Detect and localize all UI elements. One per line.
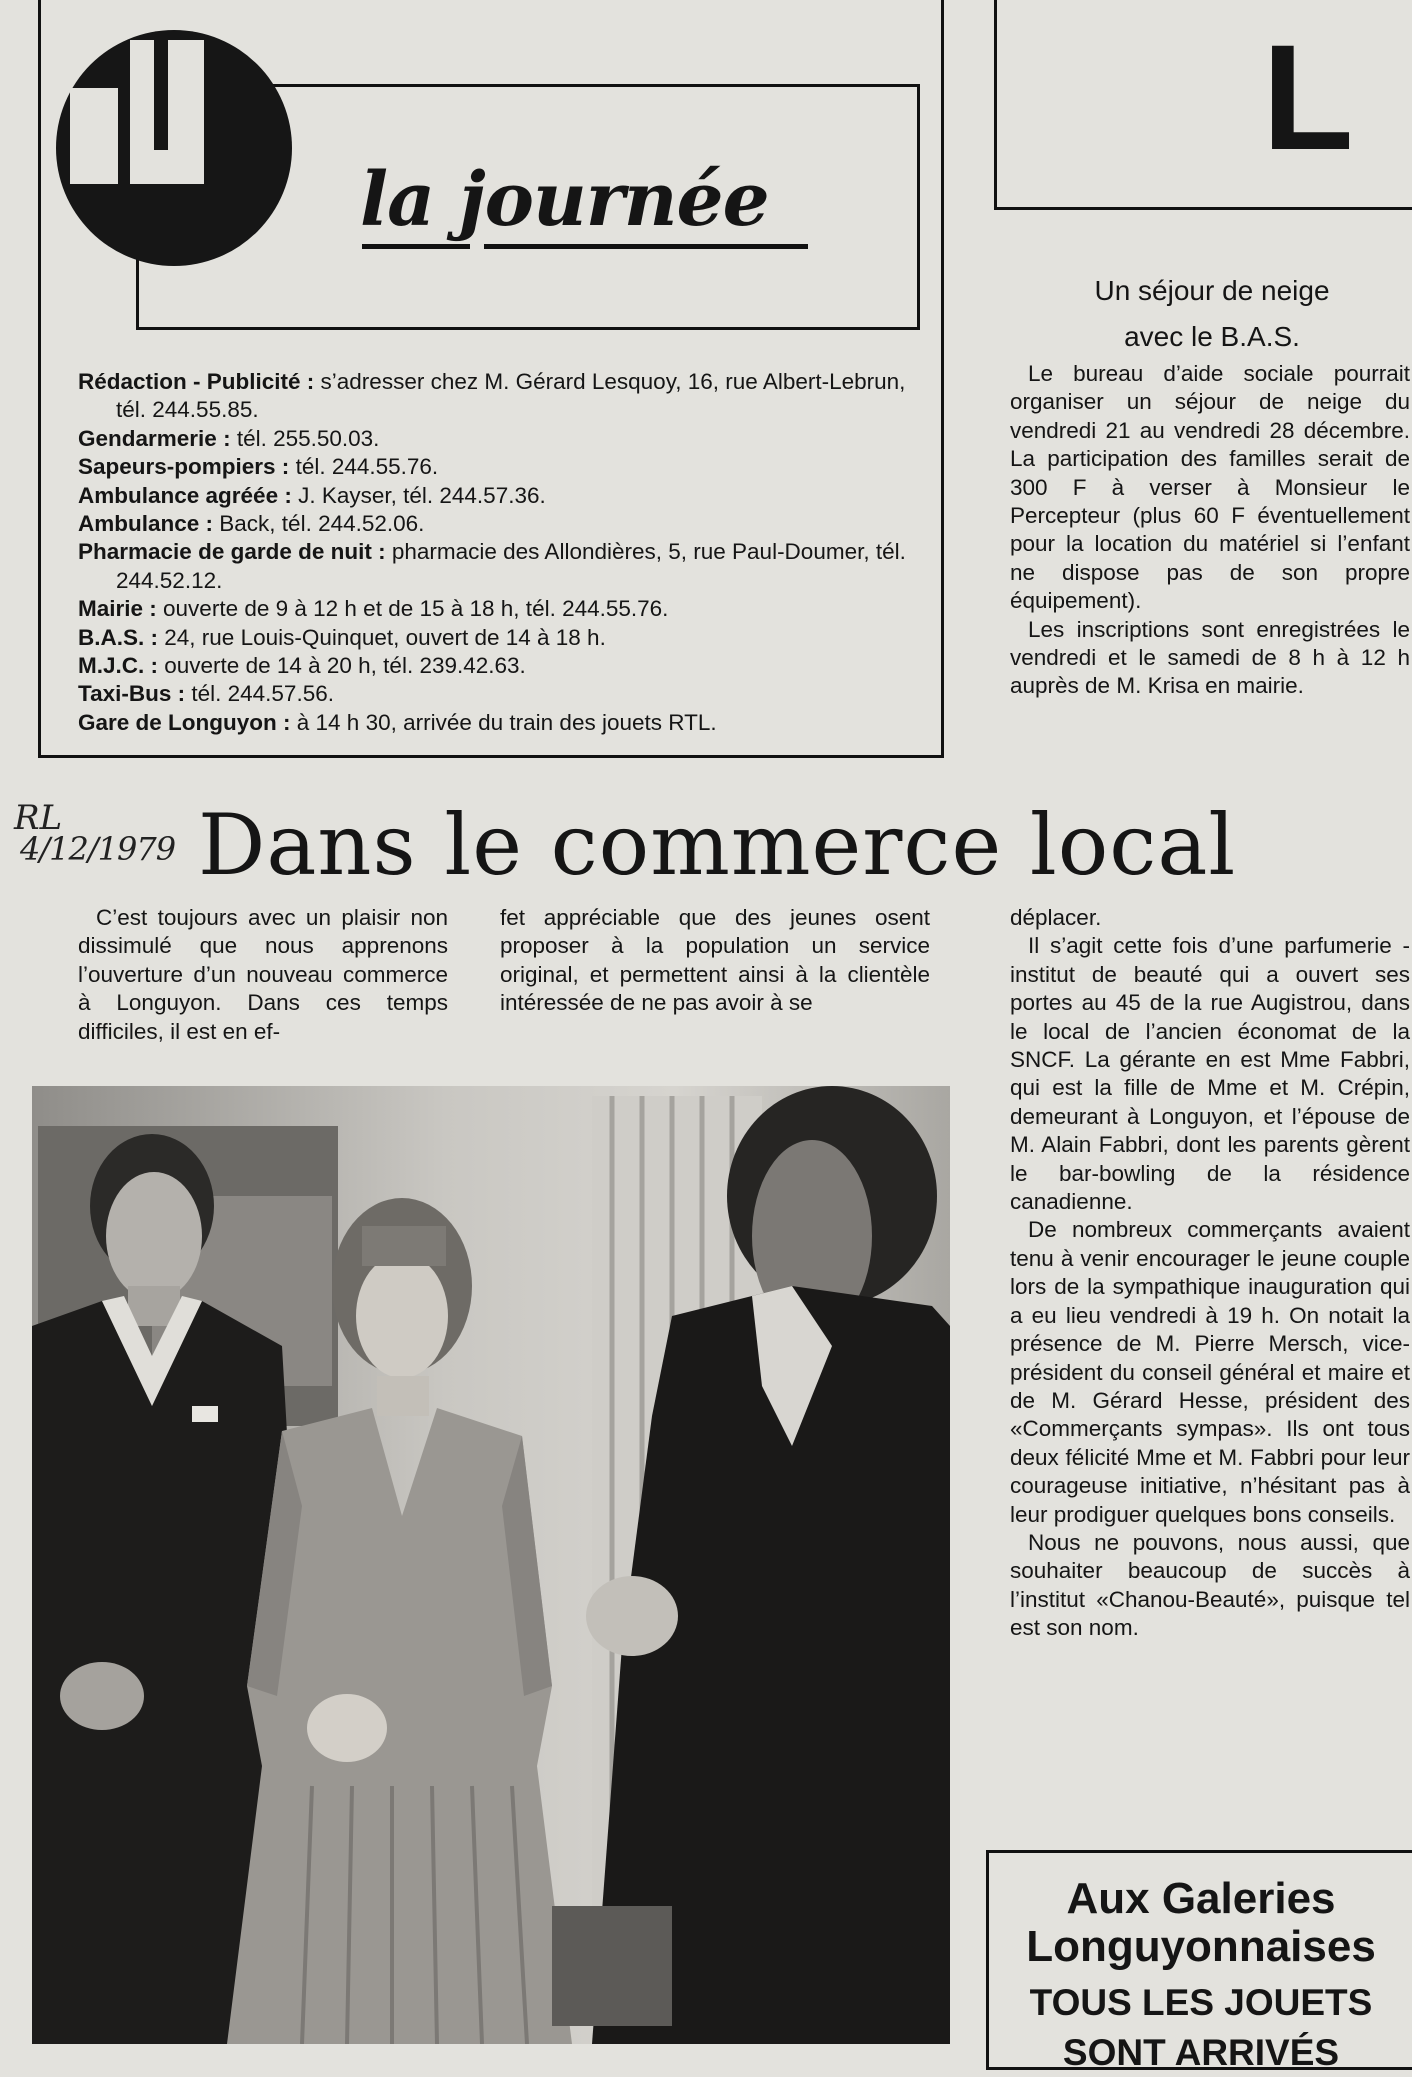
info-entry: Gendarmerie : tél. 255.50.03. bbox=[78, 425, 380, 451]
rl-logo bbox=[56, 30, 292, 266]
info-entry: Mairie : ouverte de 9 à 12 h et de 15 à 18 h, tél. 244.55.76. bbox=[78, 596, 669, 622]
article-column-2 bbox=[500, 904, 930, 1018]
article-photo bbox=[32, 1086, 950, 2044]
handwritten-date-note: RL 4/12/1979 bbox=[14, 798, 176, 868]
practical-info-list bbox=[78, 368, 928, 748]
info-entry: Gare de Longuyon : à 14 h 30, arrivée du train des jouets RTL. bbox=[78, 709, 717, 735]
title-underline bbox=[484, 244, 808, 249]
ad-line: TOUS LES JOUETS bbox=[1029, 1982, 1373, 2023]
info-entry: M.J.C. : ouverte de 14 à 20 h, tél. 239.42.63. bbox=[78, 653, 526, 679]
info-entry: Rédaction - Publicité : s’adresser chez M. Gérard Lesquoy, 16, rue Albert-Lebrun, tél. 244.55.85. bbox=[78, 369, 906, 423]
ad-line: Longuyonnaises bbox=[1026, 1922, 1376, 1971]
article-column-3 bbox=[1010, 904, 1410, 1643]
title-underline bbox=[362, 244, 470, 249]
advertisement-box bbox=[986, 1850, 1412, 2073]
paragraph: fet appréciable que des jeunes osent proposer à la population un service original, et permettent ainsi à la clientèle intéressée de ne pas avoir à se bbox=[500, 905, 930, 1016]
info-entry: Ambulance agréée : J. Kayser, tél. 244.57.36. bbox=[78, 482, 546, 508]
sejour-heading: Un séjour de neige avec le B.A.S. bbox=[1094, 275, 1330, 352]
article-column-1 bbox=[78, 904, 448, 1046]
info-entry: B.A.S. : 24, rue Louis-Quinquet, ouvert de 14 à 18 h. bbox=[78, 624, 606, 650]
page-title: la journée bbox=[360, 157, 769, 243]
article-headline: Dans le commerce local bbox=[198, 796, 1237, 894]
logo-l-shape bbox=[130, 40, 204, 184]
info-entry: Taxi-Bus : tél. 244.57.56. bbox=[78, 681, 334, 707]
paragraph: déplacer. bbox=[1010, 905, 1102, 930]
paragraph: Il s’agit cette fois d’une parfumerie - institut de beauté qui a ouvert ses portes au 45 de la rue Augistrou, dans le local de l’ancien économat de la SNCF. La gérante en est Mme Fabbri, qui est la fille de Mme et M. Crépin, demeurant à Longuyon, et l’épouse de M. Alain Fabbri, dont les parents gèrent le bar-bowling de la résidence canadienne. bbox=[1010, 933, 1410, 1215]
paragraph: Les inscriptions sont enregistrées le vendredi et le samedi de 8 h à 12 h auprès de M. Krisa en mairie. bbox=[1010, 616, 1410, 699]
ad-line: Aux Galeries bbox=[1066, 1874, 1336, 1923]
info-entry: Ambulance : Back, tél. 244.52.06. bbox=[78, 511, 425, 537]
paragraph: Nous ne pouvons, nous aussi, que souhaiter beaucoup de succès à l’institut «Chanou-Beauté», puisque tel est son nom. bbox=[1010, 1529, 1410, 1641]
info-entry: Sapeurs-pompiers : tél. 244.55.76. bbox=[78, 454, 439, 480]
photo-illustration bbox=[32, 1086, 950, 2044]
big-letter: L bbox=[1262, 13, 1354, 181]
sejour-text bbox=[1010, 360, 1410, 701]
paragraph: De nombreux commerçants avaient tenu à venir encourager le jeune couple lors de la sympathique inauguration qui a eu lieu vendredi à 19 h. On notait la présence de M. Pierre Mersch, vice-président du conseil général et maire et de M. Gérard Hesse, président des «Commerçants sympas». Ils ont tous deux félicité Mme et M. Fabbri pour leur courageuse initiative, n’hésitant pas à leur prodiguer quelques bons conseils. bbox=[1010, 1217, 1410, 1527]
paragraph: C’est toujours avec un plaisir non dissimulé que nous apprenons l’ouverture d’un nouveau commerce à Longuyon. Dans ces temps difficiles, il est en ef- bbox=[78, 905, 448, 1044]
info-entry: Pharmacie de garde de nuit : pharmacie des Allondières, 5, rue Paul-Doumer, tél. 244.52.12. bbox=[78, 539, 906, 593]
logo-r-shape bbox=[70, 88, 118, 184]
paragraph: Le bureau d’aide sociale pourrait organiser un séjour de neige du vendredi 21 au vendredi 28 décembre. La participation des familles serait de 300 F à verser à Monsieur le Percepteur (plus 60 F éventuellement pour la location du matériel si l’enfant ne dispose pas de son propre équipement). bbox=[1010, 361, 1410, 614]
ad-line: SONT ARRIVÉS bbox=[1062, 2032, 1340, 2073]
